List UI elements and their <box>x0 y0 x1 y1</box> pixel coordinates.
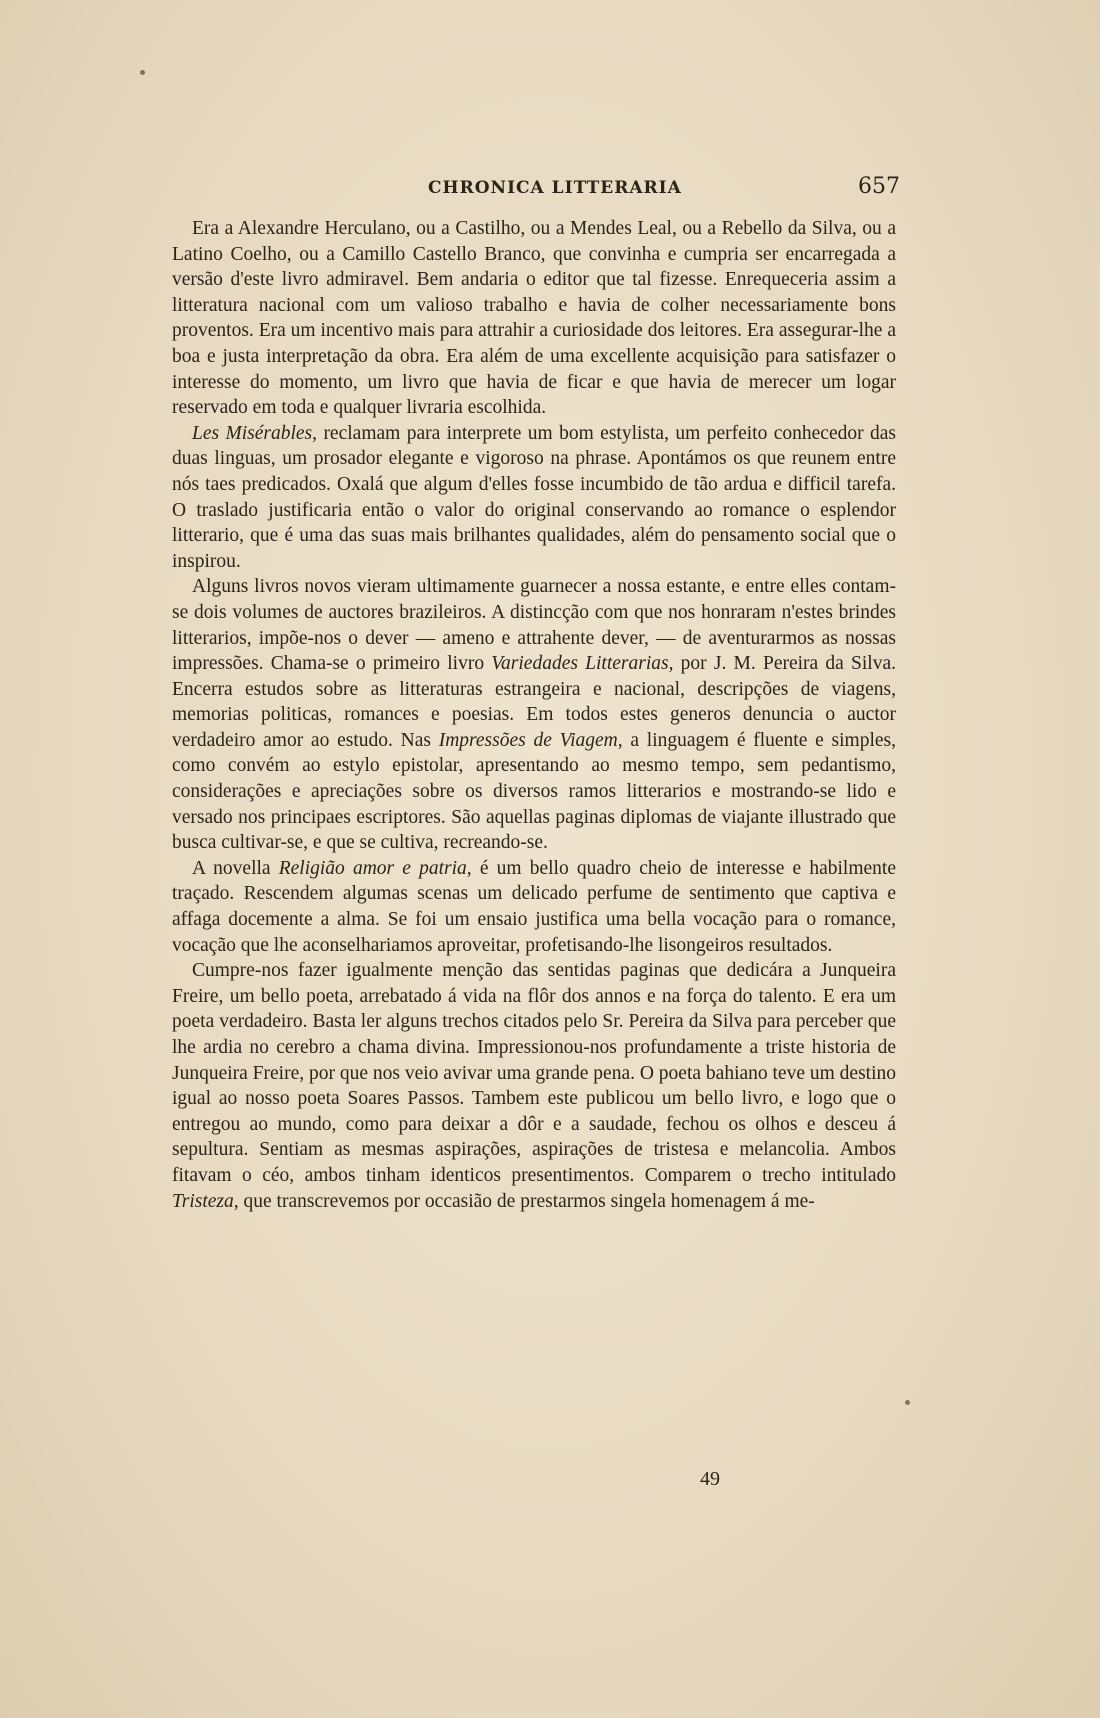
paragraph <box>172 421 896 575</box>
text-run: a linguagem é fluente e simples, como convém ao estylo epistolar, apresentando ao mesmo tempo, sem pedantismo, considerações e apreciações sobre os diversos ramos litterarios e mostrando-se lido e versado nos principaes escriptores. São aquellas paginas diplomas de viajante illustrado que busca cultivar-se, e que se cultiva, recreando-se. <box>172 729 896 854</box>
text-run: Cumpre-nos fazer igualmente menção das sentidas paginas que dedicára a Junqueira Freire, um bello poeta, arrebatado á vida na flôr dos annos e na força do talento. E era um poeta verdadeiro. Basta ler alguns trechos citados pelo Sr. Pereira da Silva para perceber que lhe ardia no cerebro a chama divina. Impressionou-nos profundamente a triste historia de Junqueira Freire, por que nos veio avivar uma grande pena. O poeta bahiano teve um destino igual ao nosso poeta Soares Passos. Tambem este publicou um bello livro, e logo que o entregou ao mundo, como para deixar a dôr e a saudade, fechou os olhos e desceu á sepultura. Sentiam as mesmas aspirações, aspirações de tristesa e melancolia. Ambos fitavam o céo, ambos tinham identicos presentimentos. Comparem o trecho intitulado <box>172 960 896 1186</box>
text-run: é um bello quadro cheio de interesse e habilmente traçado. Rescendem algumas scenas um delicado perfume de sentimento que captiva e affaga docemente a alma. Se foi um ensaio justifica uma bella vocação para o romance, vocação que lhe aconselhariamos aproveitar, profetisando-lhe lisongeiros resultados. <box>172 857 896 956</box>
page-header <box>170 174 900 204</box>
italic-title: Religião amor e patria, <box>278 857 472 879</box>
text-run: Alguns livros novos vieram ultimamente guarnecer a nossa estante, e entre elles contam-se dois volumes de auctores brazileiros. A distincção com que nos honraram n'estes brindes litterarios, impõe-nos o dever — ameno e attrahente dever, — de aventurarmos as nossas impressões. Chama-se o primeiro livro <box>172 576 896 675</box>
italic-title: Tristeza, <box>172 1190 239 1212</box>
text-run: que transcrevemos por occasião de prestarmos singela homenagem á me- <box>238 1190 815 1212</box>
text-run: Era a Alexandre Herculano, ou a Castilho, ou a Mendes Leal, ou a Rebello da Silva, ou a Latino Coelho, ou a Camillo Castello Branco, que convinha e cumpria ser encarregada a versão d'este livro admiravel. Bem andaria o editor que tal fizesse. Enrequeceria assim a litteratura nacional com um valioso trabalho e havia de colher necessariamente bons proventos. Era um incentivo mais para attrahir a curiosidade dos leitores. Era assegurar-lhe a boa e justa interpretação da obra. Era além de uma excellente acquisição para satisfazer o interesse do momento, um livro que havia de ficar e que havia de merecer um logar reservado em toda e qualquer livraria escolhida. <box>172 218 896 419</box>
italic-title: Impressões de Viagem, <box>438 729 623 751</box>
ink-speck <box>905 1400 910 1405</box>
paragraph <box>172 216 896 421</box>
ink-speck <box>140 70 145 75</box>
paragraph <box>172 856 896 958</box>
running-head: CHRONICA LITTERARIA <box>428 178 682 198</box>
text-run: A novella <box>192 857 279 879</box>
paragraph <box>172 958 896 1214</box>
italic-title: Variedades Litterarias, <box>491 653 674 675</box>
text-run: reclamam para interprete um bom estylista, um perfeito conhecedor das duas linguas, um prosador elegante e vigoroso na phrase. Apontámos os que reunem entre nós taes predicados. Oxalá que algum d'elles fosse incumbido de tão ardua e difficil tarefa. O traslado justificaria então o valor do original conservando ao romance o esplendor litterario, que é uma das suas mais brilhantes qualidades, além do pensamento social que o inspirou. <box>172 422 896 572</box>
body-text <box>172 216 896 1214</box>
page-number: 657 <box>858 174 900 199</box>
text-run: por J. M. Pereira da Silva. Encerra estudos sobre as litteraturas estrangeira e nacional, descripções de viagens, memorias politicas, romances e poesias. Em todos estes generos denuncia o auctor verdadeiro amor ao estudo. Nas <box>172 653 896 751</box>
signature-mark: 49 <box>700 1468 720 1490</box>
italic-title: Les Misérables, <box>192 422 318 444</box>
paragraph <box>172 574 896 856</box>
